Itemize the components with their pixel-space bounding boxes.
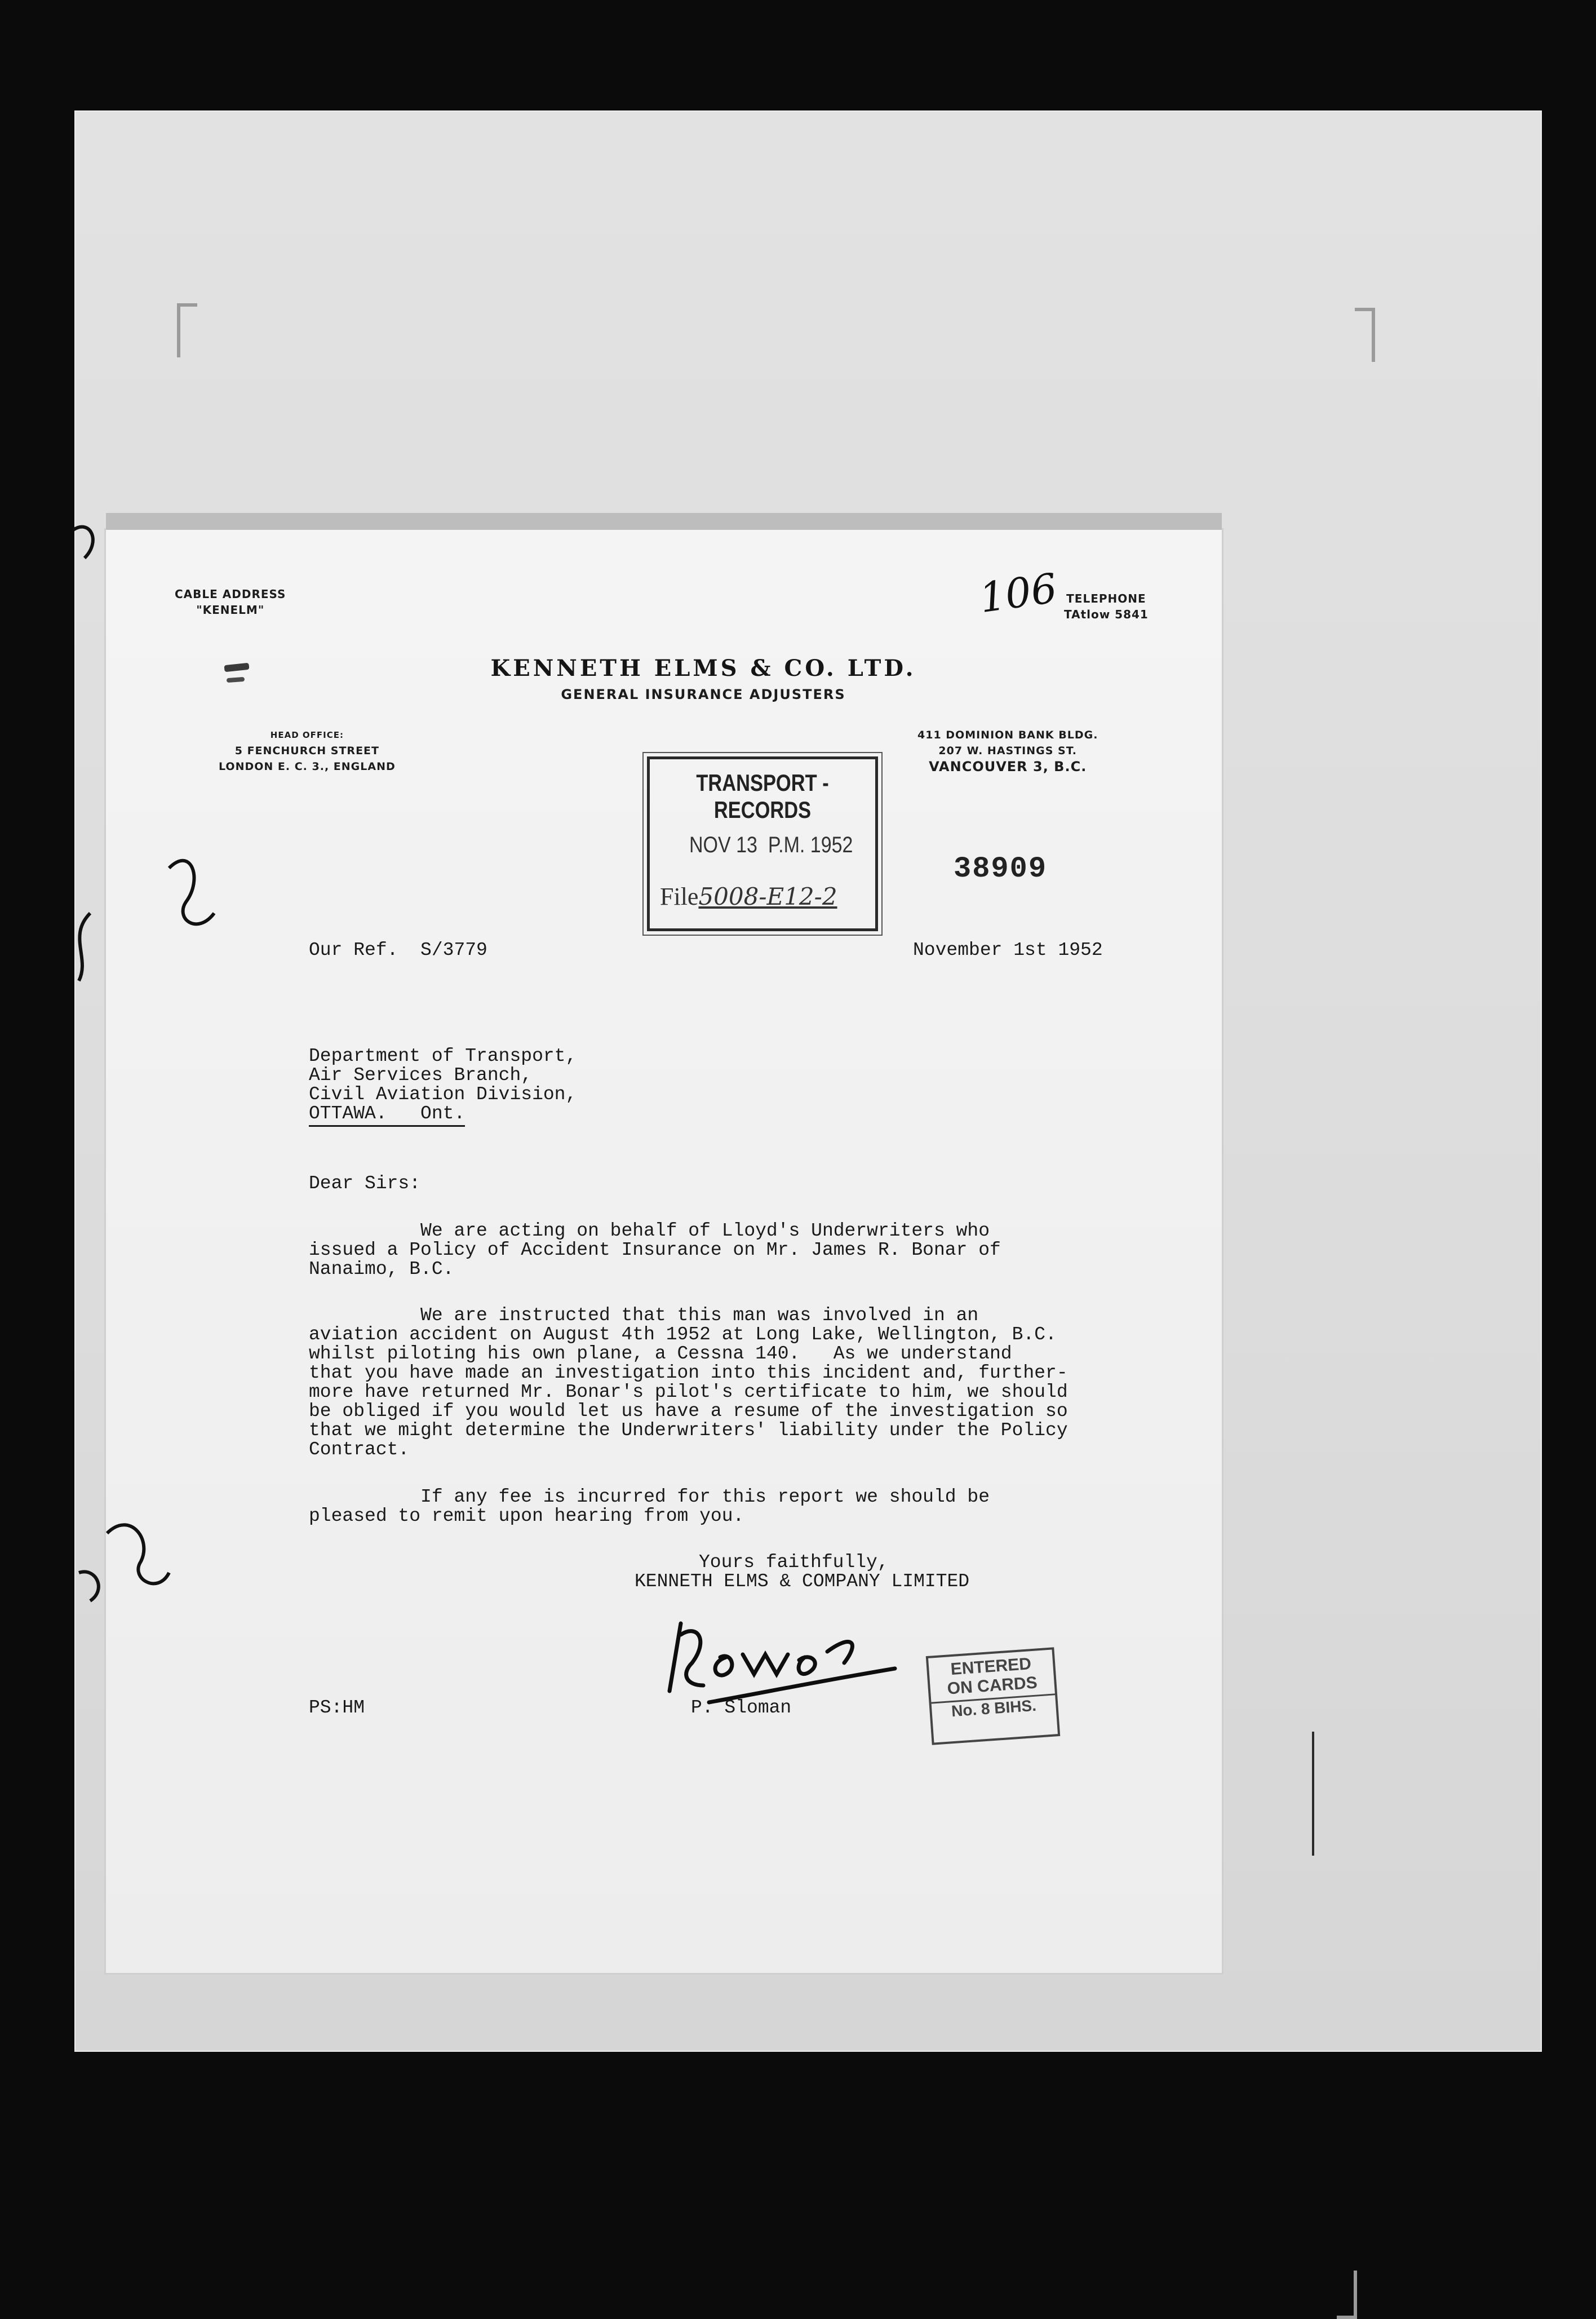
signer-name: P. Sloman bbox=[691, 1697, 792, 1718]
body-line: be obliged if you would let us have a resume of the investigation so bbox=[309, 1401, 1068, 1422]
local-office-address bbox=[917, 727, 1098, 775]
vertical-mark bbox=[1312, 1732, 1314, 1856]
stamp-file-value: 5008-E12-2 bbox=[698, 883, 837, 910]
closing-company: KENNETH ELMS & COMPANY LIMITED bbox=[635, 1571, 970, 1592]
salutation: Dear Sirs: bbox=[309, 1173, 421, 1194]
typist-initials: PS:HM bbox=[309, 1697, 365, 1718]
head-office-line: LONDON E. C. 3., ENGLAND bbox=[219, 760, 396, 773]
body-line: that you have made an investigation into this incident and, further- bbox=[309, 1362, 1068, 1383]
stamp-title: TRANSPORT - RECORDS bbox=[696, 769, 829, 823]
letter-date: November 1st 1952 bbox=[913, 940, 1103, 961]
address-line: Civil Aviation Division, bbox=[309, 1084, 577, 1105]
cable-value: "KENELM" bbox=[196, 603, 265, 617]
address-line: Department of Transport, bbox=[309, 1046, 577, 1066]
cable-label: CABLE ADDRESS bbox=[175, 587, 286, 601]
body-line: whilst piloting his own plane, a Cessna 140. As we understand bbox=[309, 1343, 1012, 1364]
telephone-label: TELEPHONE bbox=[1066, 592, 1146, 605]
telephone bbox=[1064, 591, 1149, 622]
head-office-label: HEAD OFFICE: bbox=[270, 730, 344, 740]
crop-mark-bottom-right bbox=[1337, 2271, 1357, 2319]
stamp-date: NOV 13 P.M. 1952 bbox=[689, 833, 853, 857]
body-line: We are acting on behalf of Lloyd's Underwriters who bbox=[309, 1220, 990, 1241]
stamp-file bbox=[660, 882, 837, 911]
body-line: We are instructed that this man was involved in an bbox=[309, 1305, 979, 1326]
closing: Yours faithfully, bbox=[699, 1552, 889, 1573]
our-reference: Our Ref. S/3779 bbox=[309, 940, 487, 961]
entered-stamp-line: ENTERED bbox=[950, 1654, 1032, 1679]
body-line: issued a Policy of Accident Insurance on Mr. James R. Bonar of bbox=[309, 1240, 1001, 1260]
crop-mark-top-left bbox=[177, 303, 197, 357]
body-line: aviation accident on August 4th 1952 at Long Lake, Wellington, B.C. bbox=[309, 1324, 1057, 1345]
company-name: KENNETH ELMS & CO. LTD. bbox=[490, 655, 916, 681]
head-office-address bbox=[219, 727, 396, 775]
address-line: Air Services Branch, bbox=[309, 1065, 533, 1086]
body-line: Nanaimo, B.C. bbox=[309, 1259, 454, 1280]
head-office-line: 5 FENCHURCH STREET bbox=[234, 745, 379, 757]
body-line: pleased to remit upon hearing from you. bbox=[309, 1506, 744, 1526]
entered-stamp-line: No. 8 BIHS. bbox=[931, 1693, 1056, 1721]
company-subtitle: GENERAL INSURANCE ADJUSTERS bbox=[561, 687, 846, 702]
entered-stamp-line: ON CARDS bbox=[946, 1673, 1038, 1698]
page-number-handwritten: 106 bbox=[976, 564, 1060, 622]
transport-records-stamp bbox=[647, 756, 878, 931]
entered-on-cards-stamp bbox=[926, 1647, 1060, 1745]
letter-page bbox=[106, 530, 1222, 1973]
address-line: OTTAWA. Ont. bbox=[309, 1103, 465, 1127]
body-line: Contract. bbox=[309, 1439, 410, 1460]
body-line: that we might determine the Underwriters' liability under the Policy bbox=[309, 1420, 1068, 1441]
crop-mark-top-right bbox=[1355, 308, 1375, 362]
local-office-line: 411 DOMINION BANK BLDG. bbox=[917, 729, 1098, 741]
stamp-file-label: File bbox=[660, 883, 699, 910]
local-office-line: VANCOUVER 3, B.C. bbox=[929, 759, 1087, 775]
local-office-line: 207 W. HASTINGS ST. bbox=[938, 745, 1078, 757]
body-line: If any fee is incurred for this report we should be bbox=[309, 1486, 990, 1507]
file-number: 38909 bbox=[954, 852, 1048, 886]
edge-scribble-left bbox=[56, 507, 237, 1860]
telephone-value: TAtlow 5841 bbox=[1064, 608, 1149, 621]
body-line: more have returned Mr. Bonar's pilot's certificate to him, we should bbox=[309, 1382, 1068, 1402]
